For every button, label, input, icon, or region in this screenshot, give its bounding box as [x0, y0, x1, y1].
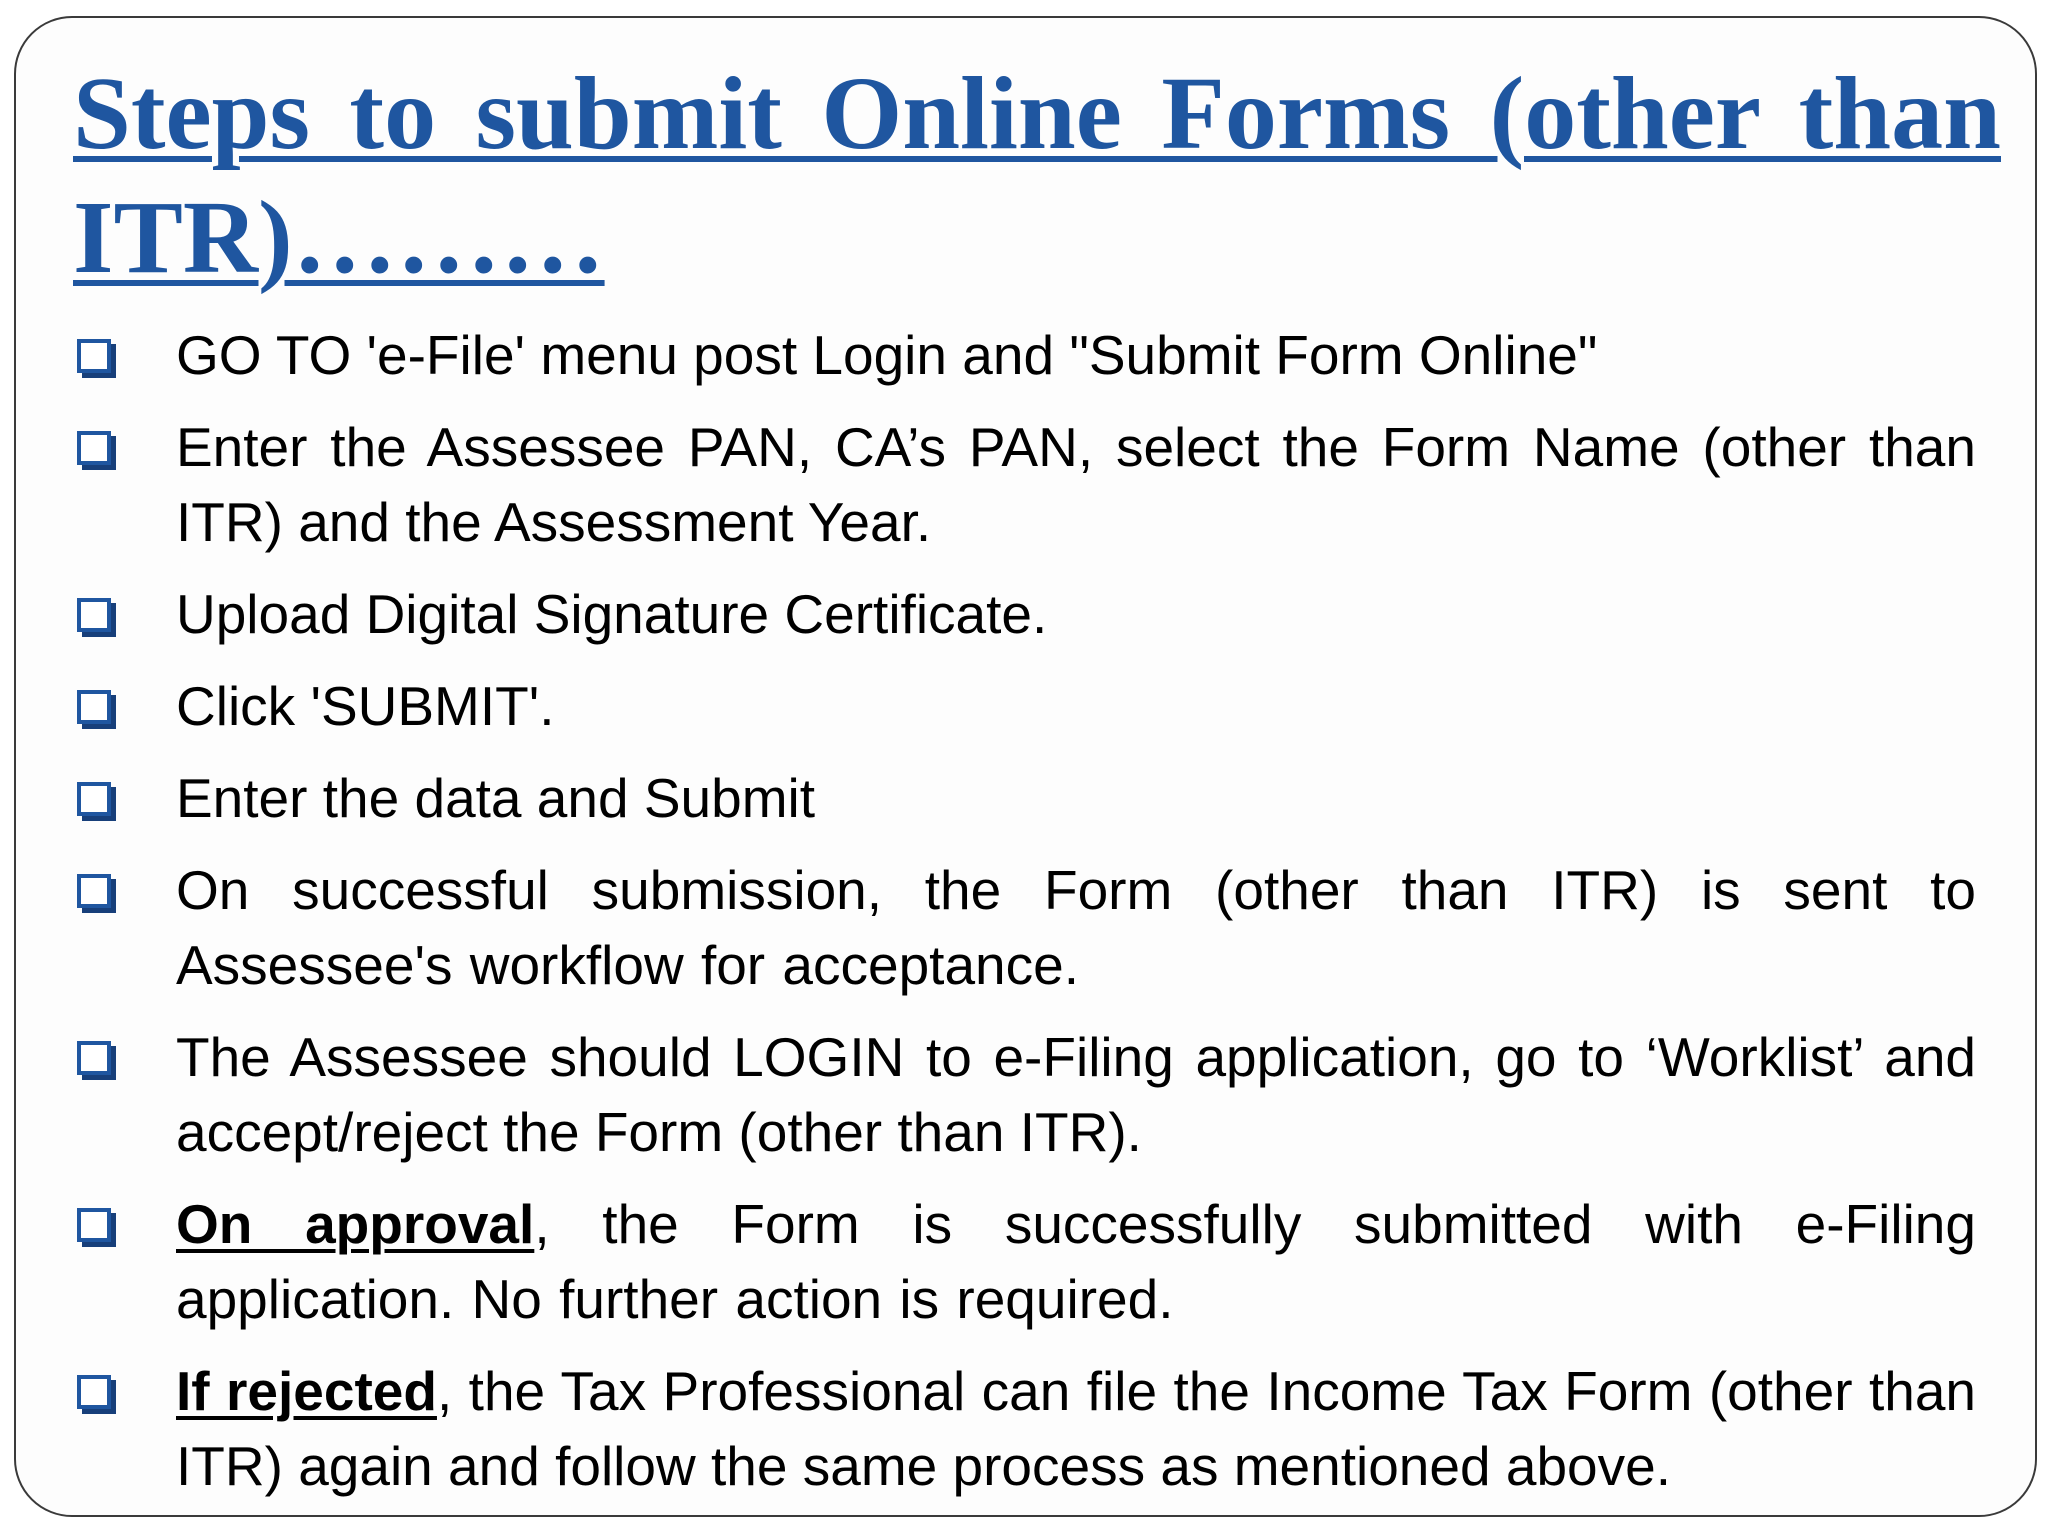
- slide-title: Steps to submit Online Forms (other than ITR)………: [73, 56, 2001, 295]
- list-item: [0, 318, 2048, 393]
- list-item: [0, 853, 2048, 1003]
- checkbox-square-icon: [77, 1375, 111, 1409]
- step-text: Upload Digital Signature Certificate.: [176, 583, 1048, 645]
- step-lead: If rejected: [176, 1360, 437, 1422]
- step-text-container: [176, 1187, 1976, 1337]
- step-text: Click 'SUBMIT'.: [176, 675, 555, 737]
- step-text: Enter the Assessee PAN, CA’s PAN, select the Form Name (other than ITR) and the Assessment Year.: [176, 416, 1976, 553]
- steps-list: [0, 318, 2048, 1521]
- checkbox-square-icon: [77, 1041, 111, 1075]
- step-lead: On approval: [176, 1193, 535, 1255]
- checkbox-square-icon: [77, 874, 111, 908]
- step-text: , the Tax Professional can file the Income Tax Form (other than ITR) again and follow the same process as mentioned above.: [176, 1360, 1976, 1497]
- checkbox-square-icon: [77, 1208, 111, 1242]
- list-item: [0, 577, 2048, 652]
- list-item: [0, 669, 2048, 744]
- list-item: [0, 1354, 2048, 1504]
- list-item: [0, 410, 2048, 560]
- list-item: [0, 1187, 2048, 1337]
- step-text: On successful submission, the Form (other than ITR) is sent to Assessee's workflow for acceptance.: [176, 859, 1976, 996]
- checkbox-square-icon: [77, 598, 111, 632]
- step-text-container: [176, 1354, 1976, 1504]
- checkbox-square-icon: [77, 782, 111, 816]
- checkbox-square-icon: [77, 339, 111, 373]
- step-text: , the Form is successfully submitted with e-Filing application. No further action is required.: [176, 1193, 1976, 1330]
- list-item: [0, 761, 2048, 836]
- list-item: [0, 1020, 2048, 1170]
- step-text: GO TO 'e-File' menu post Login and "Submit Form Online": [176, 324, 1598, 386]
- step-text: Enter the data and Submit: [176, 767, 816, 829]
- checkbox-square-icon: [77, 690, 111, 724]
- checkbox-square-icon: [77, 431, 111, 465]
- step-text: The Assessee should LOGIN to e-Filing application, go to ‘Worklist’ and accept/reject the Form (other than ITR).: [176, 1026, 1976, 1163]
